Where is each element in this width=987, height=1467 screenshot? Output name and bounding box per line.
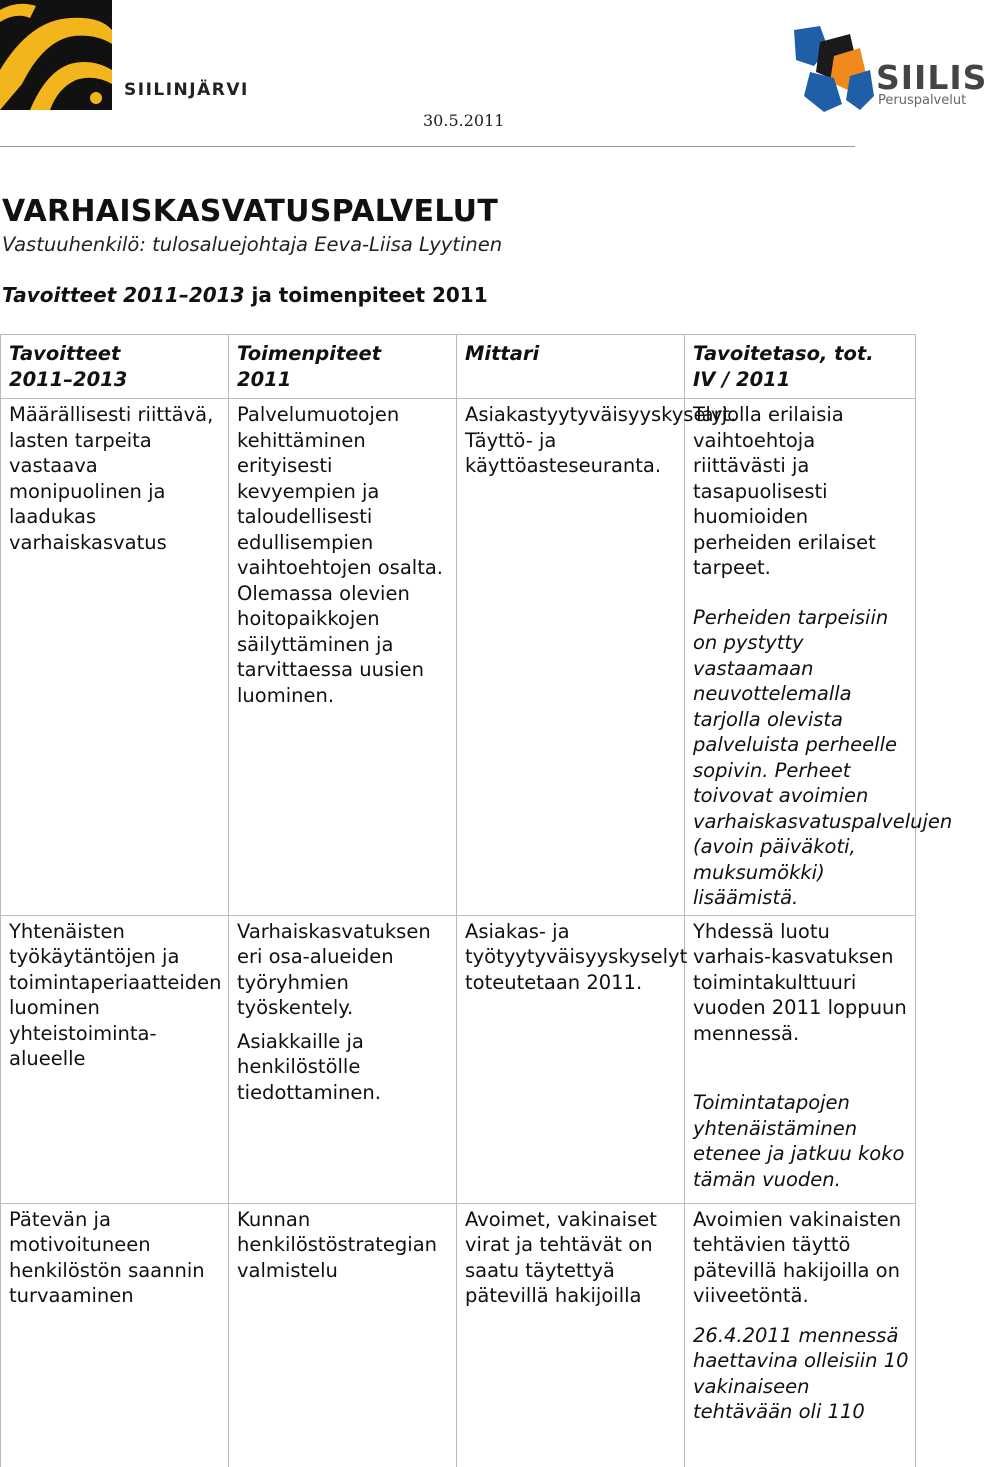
header-goals: Tavoitteet 2011–2013 [1, 335, 229, 399]
cell-goal: Määrällisesti riittävä, lasten tarpeita vastaava monipuolinen ja laadukas varhaiskasvatus [1, 399, 229, 916]
document-date: 30.5.2011 [423, 111, 505, 130]
cell-action: Varhaiskasvatuksen eri osa-alueiden työryhmien työskentely. Asiakkaille ja henkilöstölle tiedottaminen. [229, 915, 457, 1203]
cell-goal: Pätevän ja motivoituneen henkilöstön saannin turvaaminen [1, 1203, 229, 1467]
siilis-logo-text: SIILIS [876, 58, 987, 97]
header-divider [0, 146, 855, 147]
cell-target: Yhdessä luotu varhais-kasvatuksen toimintakulttuuri vuoden 2011 loppuun mennessä. Toimintatapojen yhtenäistäminen etenee ja jatkuu koko tämän vuoden. [685, 915, 916, 1203]
table-header-row [1, 335, 916, 399]
subtitle-rest: ja toimenpiteet 2011 [244, 283, 488, 307]
cell-measure: Asiakastyytyväisyyskyselyt. Täyttö- ja käyttöasteseuranta. [457, 399, 685, 916]
cell-goal: Yhtenäisten työkäytäntöjen ja toimintaperiaatteiden luominen yhteistoiminta-alueelle [1, 915, 229, 1203]
cell-target: Tarjolla erilaisia vaihtoehtoja riittävästi ja tasapuolisesti huomioiden perheiden erilaiset tarpeet. Perheiden tarpeisiin on pystytty vastaamaan neuvottelemalla tarjolla olevista palveluista perheelle sopivin. Perheet toivovat avoimien varhaiskasvatuspalvelujen (avoin päiväkoti, muksumökki) lisäämistä. [685, 399, 916, 916]
header-actions: Toimenpiteet 2011 [229, 335, 457, 399]
status-note: Toimintatapojen yhtenäistäminen etenee ja jatkuu koko tämän vuoden. [693, 1091, 905, 1191]
status-note: Perheiden tarpeisiin on pystytty vastaamaan neuvottelemalla tarjolla olevista palveluista perheelle sopivin. Perheet toivovat avoimien varhaiskasvatuspalvelujen (avoin päiväkoti, muksumökki) lisäämistä. [693, 605, 953, 909]
siilinjarvi-logo-text: SIILINJÄRVI [124, 80, 249, 100]
table-row [1, 399, 916, 916]
status-note: 26.4.2011 mennessä haettavina olleisiin 10 vakinaiseen tehtävään oli 110 [693, 1323, 909, 1423]
siilinjarvi-logo-icon [0, 0, 112, 110]
page-title: VARHAISKASVATUSPALVELUT [2, 194, 499, 229]
table-row [1, 1203, 916, 1467]
header-measure: Mittari [457, 335, 685, 399]
siilis-logo-subtext: Peruspalvelut [878, 93, 967, 108]
subtitle-italic: Tavoitteet 2011–2013 [2, 283, 245, 307]
responsible-person: Vastuuhenkilö: tulosaluejohtaja Eeva-Liisa Lyytinen [2, 233, 503, 256]
goals-table [0, 334, 953, 1467]
cell-measure: Avoimet, vakinaiset virat ja tehtävät on saatu täytettyä pätevillä hakijoilla [457, 1203, 685, 1467]
cell-action: Palvelumuotojen kehittäminen erityisesti kevyempien ja taloudellisesti edullisempien vaihtoehtojen osalta. Olemassa olevien hoitopaikkojen säilyttäminen ja tarvittaessa uusien luominen. [229, 399, 457, 916]
table-row [1, 915, 916, 1203]
cell-measure: Asiakas- ja työtyytyväisyyskyselyt toteutetaan 2011. [457, 915, 685, 1203]
cell-target: Avoimien vakinaisten tehtävien täyttö pätevillä hakijoilla on viiveetöntä. 26.4.2011 mennessä haettavina olleisiin 10 vakinaiseen tehtävään oli 110 [685, 1203, 916, 1467]
header-target: Tavoitetaso, tot. IV / 2011 [685, 335, 916, 399]
section-subtitle [2, 283, 488, 307]
cell-action: Kunnan henkilöstöstrategian valmistelu [229, 1203, 457, 1467]
